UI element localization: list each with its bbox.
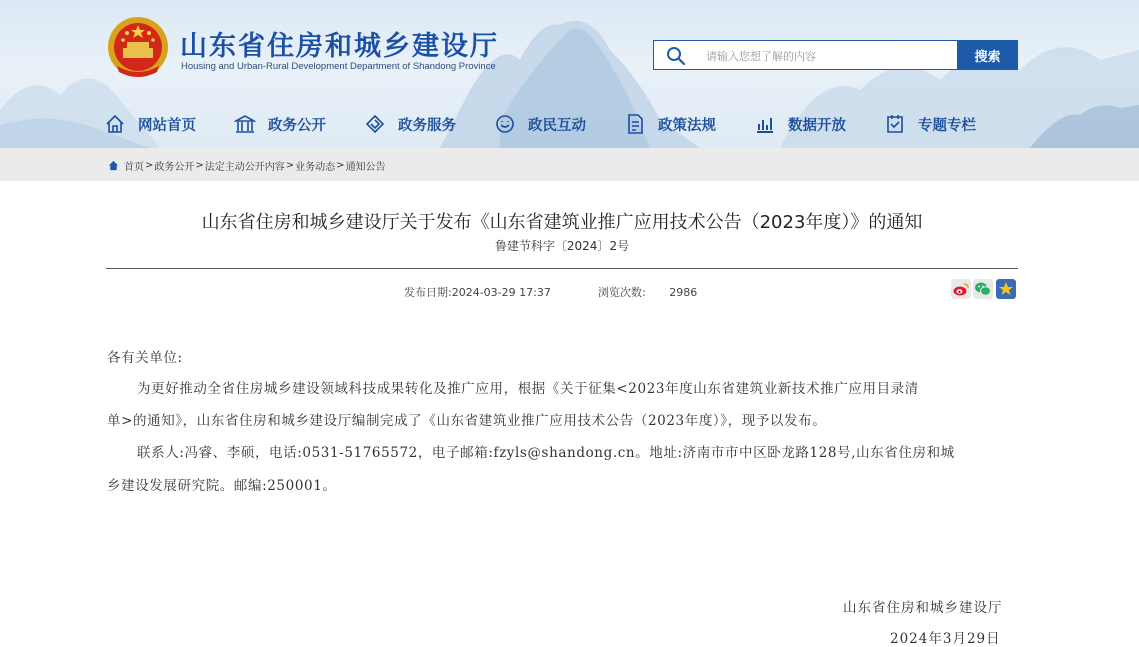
site-header	[0, 0, 1139, 148]
breadcrumb-separator: >	[336, 160, 345, 171]
nav-item-label: 政策法规	[658, 117, 716, 134]
title-divider	[106, 268, 1018, 269]
home-icon	[108, 160, 119, 171]
paragraph-2-line-1: 联系人:冯睿、李硕，电话:0531-51765572，电子邮箱:fzyls@shandong.cn。地址:济南市市中区卧龙路128号,山东省住房和城	[137, 445, 955, 461]
nav-item-interaction[interactable]	[494, 108, 586, 140]
article-title: 山东省住房和城乡建设厅关于发布《山东省建筑业推广应用技术公告（2023年度）》的通知	[201, 212, 923, 233]
breadcrumb-separator: >	[145, 160, 154, 171]
nav-item-label: 政民互动	[528, 117, 586, 134]
search-button[interactable]: 搜索	[957, 40, 1018, 70]
nav-item-label: 网站首页	[138, 117, 196, 134]
signoff-date: 2024年3月29日	[890, 631, 1001, 647]
publish-date-value: 2024-03-29 17:37	[451, 286, 551, 299]
interaction-icon	[494, 113, 516, 135]
document-number: 鲁建节科字〔2024〕2号	[494, 239, 630, 253]
breadcrumb-bar	[0, 148, 1139, 181]
nav-item-label: 数据开放	[788, 117, 846, 134]
home-icon	[104, 113, 126, 135]
search-input[interactable]	[706, 45, 951, 67]
chart-icon	[754, 113, 776, 135]
breadcrumb-home[interactable]: 首页	[124, 162, 144, 173]
nav-item-label: 政务服务	[398, 117, 456, 134]
salutation: 各有关单位:	[107, 350, 183, 366]
site-subtitle: Housing and Urban-Rural Development Department of Shandong Province	[181, 61, 496, 72]
breadcrumb-separator: >	[285, 160, 295, 171]
favorite-icon[interactable]	[996, 279, 1016, 299]
nav-item-home[interactable]	[104, 108, 196, 140]
paragraph-2-line-2: 乡建设发展研究院。邮编:250001。	[107, 478, 337, 494]
publish-date-label: 发布日期:	[404, 286, 452, 299]
signoff-organization: 山东省住房和城乡建设厅	[843, 600, 1003, 616]
nav-item-open-data[interactable]	[754, 108, 846, 140]
publish-date	[404, 284, 551, 300]
wechat-icon[interactable]	[973, 279, 993, 299]
paragraph-1-line-1: 为更好推动全省住房城乡建设领域科技成果转化及推广应用，根据《关于征集<2023年度山东省建筑业新技术推广应用目录清	[137, 381, 919, 397]
view-count-label: 浏览次数:	[598, 286, 646, 299]
service-icon	[364, 113, 386, 135]
search-box	[653, 40, 958, 70]
topic-icon	[884, 113, 906, 135]
document-icon	[624, 113, 646, 135]
breadcrumb-separator: >	[195, 160, 204, 171]
nav-item-policies[interactable]	[624, 108, 716, 140]
breadcrumb-notices[interactable]: 通知公告	[345, 162, 386, 173]
building-icon	[234, 113, 256, 135]
breadcrumb-statutory-disclosure[interactable]: 法定主动公开内容	[204, 162, 285, 173]
paragraph-1-line-2: 单>的通知》，山东省住房和城乡建设厅编制完成了《山东省建筑业推广应用技术公告（2023年度）》，现予以发布。	[107, 413, 827, 429]
nav-item-services[interactable]	[364, 108, 456, 140]
view-count	[598, 284, 697, 300]
nav-item-label: 政务公开	[268, 117, 326, 134]
nav-item-government-affairs[interactable]	[234, 108, 326, 140]
breadcrumb-business-news[interactable]: 业务动态	[295, 162, 336, 173]
nav-item-label: 专题专栏	[918, 117, 976, 134]
nav-item-topics[interactable]	[884, 108, 976, 140]
national-emblem-icon	[105, 14, 171, 84]
breadcrumb	[108, 158, 386, 173]
search-icon	[666, 46, 686, 66]
view-count-value: 2986	[669, 286, 698, 299]
weibo-icon[interactable]	[951, 279, 971, 299]
site-title: 山东省住房和城乡建设厅	[180, 31, 499, 62]
breadcrumb-government-affairs[interactable]: 政务公开	[154, 162, 195, 173]
